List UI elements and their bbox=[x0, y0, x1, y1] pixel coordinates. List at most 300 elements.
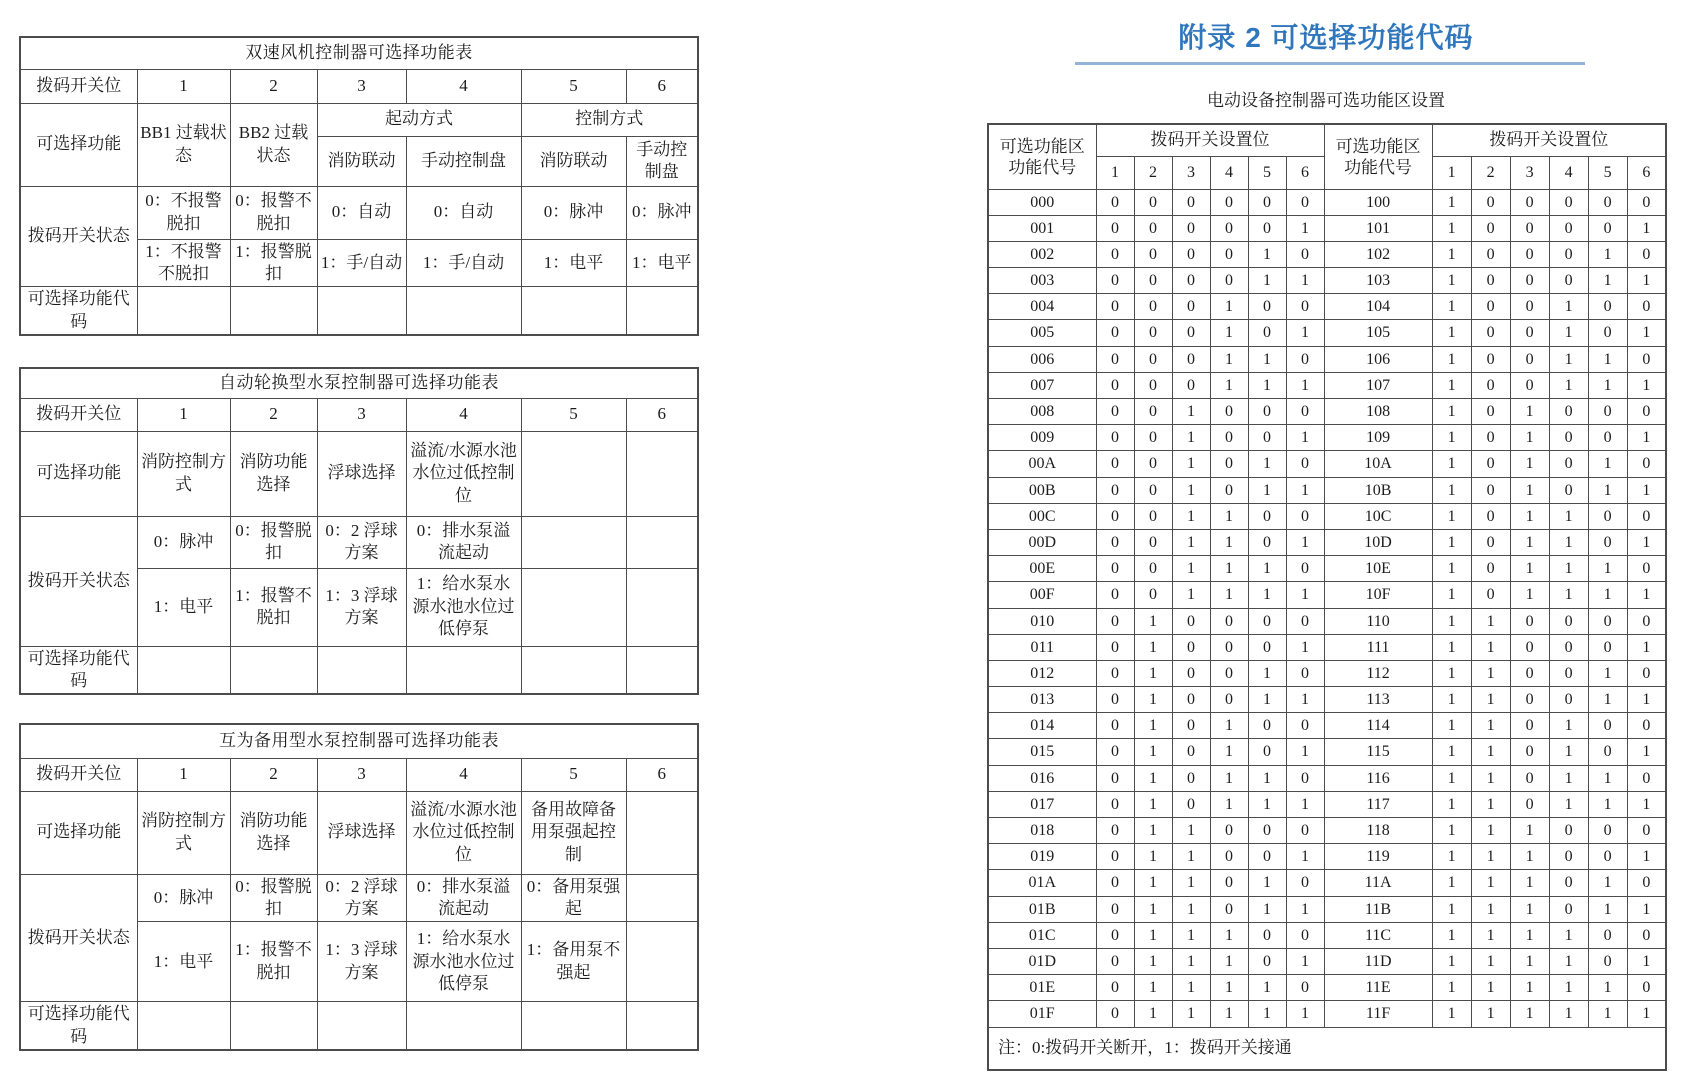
bit-cell: 1 bbox=[1588, 791, 1627, 817]
bit-cell: 1 bbox=[1432, 713, 1471, 739]
bit-cell: 1 bbox=[1549, 556, 1588, 582]
bit-cell: 1 bbox=[1471, 739, 1510, 765]
bit-cell: 1 bbox=[1549, 1001, 1588, 1027]
bit-cell: 1 bbox=[1549, 294, 1588, 320]
bit-cell: 0 bbox=[1248, 922, 1286, 948]
switch-position: 2 bbox=[230, 398, 317, 431]
bit-cell: 0 bbox=[1248, 713, 1286, 739]
bit-cell: 1 bbox=[1588, 687, 1627, 713]
function-header: 消防控制方式 bbox=[137, 431, 230, 516]
bit-cell: 0 bbox=[1134, 294, 1172, 320]
code-cell: 117 bbox=[1324, 791, 1432, 817]
code-cell: 111 bbox=[1324, 634, 1432, 660]
bit-cell: 0 bbox=[1096, 320, 1134, 346]
bit-cell: 0 bbox=[1471, 189, 1510, 215]
state-cell: 0：2 浮球方案 bbox=[317, 874, 406, 922]
bit-cell: 1 bbox=[1286, 529, 1324, 555]
table-row bbox=[988, 818, 1666, 844]
bit-cell: 1 bbox=[1210, 529, 1248, 555]
bit-cell: 1 bbox=[1627, 477, 1666, 503]
row-label: 拨码开关状态 bbox=[20, 874, 137, 1002]
bit-cell: 0 bbox=[1172, 687, 1210, 713]
fan-controller-function-table bbox=[19, 36, 699, 336]
bit-cell: 1 bbox=[1627, 844, 1666, 870]
bit-cell: 0 bbox=[1627, 660, 1666, 686]
bit-position-header: 2 bbox=[1134, 156, 1172, 189]
bit-cell: 0 bbox=[1471, 503, 1510, 529]
bit-cell: 1 bbox=[1286, 215, 1324, 241]
bit-cell: 1 bbox=[1432, 189, 1471, 215]
bit-cell: 1 bbox=[1134, 713, 1172, 739]
bit-cell: 1 bbox=[1134, 975, 1172, 1001]
code-cell: 00D bbox=[988, 529, 1096, 555]
code-cell: 011 bbox=[988, 634, 1096, 660]
bit-cell: 1 bbox=[1627, 634, 1666, 660]
appendix-table-body bbox=[988, 189, 1666, 1027]
bit-cell: 0 bbox=[1286, 399, 1324, 425]
code-cell: 003 bbox=[988, 268, 1096, 294]
table-title: 双速风机控制器可选择功能表 bbox=[20, 37, 698, 69]
bit-cell: 1 bbox=[1432, 660, 1471, 686]
bit-cell: 1 bbox=[1588, 346, 1627, 372]
bit-cell: 0 bbox=[1172, 634, 1210, 660]
bit-cell: 1 bbox=[1549, 346, 1588, 372]
bit-cell: 0 bbox=[1134, 451, 1172, 477]
bit-cell: 1 bbox=[1432, 975, 1471, 1001]
bit-cell: 0 bbox=[1588, 425, 1627, 451]
bit-cell: 1 bbox=[1172, 425, 1210, 451]
bit-cell: 0 bbox=[1134, 372, 1172, 398]
bit-cell: 0 bbox=[1096, 399, 1134, 425]
table-row bbox=[20, 1002, 698, 1050]
bit-cell: 0 bbox=[1096, 765, 1134, 791]
bit-cell: 1 bbox=[1248, 477, 1286, 503]
bit-cell: 1 bbox=[1286, 739, 1324, 765]
code-cell: 100 bbox=[1324, 189, 1432, 215]
bit-cell: 0 bbox=[1096, 975, 1134, 1001]
bit-cell: 0 bbox=[1627, 870, 1666, 896]
bit-cell: 0 bbox=[1096, 189, 1134, 215]
state-cell: 1：电平 bbox=[521, 239, 626, 287]
bit-cell: 0 bbox=[1248, 818, 1286, 844]
bit-cell: 1 bbox=[1588, 451, 1627, 477]
bit-cell: 1 bbox=[1627, 739, 1666, 765]
table-row bbox=[20, 69, 698, 103]
bit-cell: 1 bbox=[1432, 948, 1471, 974]
bit-cell: 1 bbox=[1134, 870, 1172, 896]
bit-cell: 0 bbox=[1627, 608, 1666, 634]
bit-cell: 0 bbox=[1096, 870, 1134, 896]
bit-cell: 0 bbox=[1210, 268, 1248, 294]
bit-cell: 1 bbox=[1432, 451, 1471, 477]
code-cell: 01E bbox=[988, 975, 1096, 1001]
bit-cell: 0 bbox=[1248, 608, 1286, 634]
code-cell: 00C bbox=[988, 503, 1096, 529]
state-cell bbox=[626, 516, 698, 568]
bit-cell: 1 bbox=[1510, 1001, 1549, 1027]
bit-cell: 0 bbox=[1549, 189, 1588, 215]
bit-cell: 0 bbox=[1210, 241, 1248, 267]
bit-cell: 1 bbox=[1432, 818, 1471, 844]
bit-cell: 0 bbox=[1172, 739, 1210, 765]
code-cell: 013 bbox=[988, 687, 1096, 713]
switch-position: 4 bbox=[406, 398, 521, 431]
bit-cell: 0 bbox=[1096, 660, 1134, 686]
bit-cell: 1 bbox=[1588, 268, 1627, 294]
switch-position: 3 bbox=[317, 69, 406, 103]
bit-cell: 1 bbox=[1432, 268, 1471, 294]
bit-cell: 0 bbox=[1627, 765, 1666, 791]
bit-cell: 1 bbox=[1248, 346, 1286, 372]
bit-cell: 1 bbox=[1248, 556, 1286, 582]
bit-cell: 0 bbox=[1210, 425, 1248, 451]
bit-cell: 1 bbox=[1210, 765, 1248, 791]
switch-position: 3 bbox=[317, 398, 406, 431]
table-row bbox=[988, 608, 1666, 634]
empty-cell bbox=[626, 646, 698, 694]
state-cell: 0：脉冲 bbox=[137, 874, 230, 922]
bit-cell: 0 bbox=[1588, 608, 1627, 634]
code-cell: 001 bbox=[988, 215, 1096, 241]
bit-cell: 1 bbox=[1210, 975, 1248, 1001]
code-cell: 110 bbox=[1324, 608, 1432, 634]
bit-cell: 0 bbox=[1627, 451, 1666, 477]
code-cell: 11C bbox=[1324, 922, 1432, 948]
table-row bbox=[20, 287, 698, 335]
bit-cell: 1 bbox=[1432, 320, 1471, 346]
bit-cell: 0 bbox=[1286, 713, 1324, 739]
bit-cell: 1 bbox=[1286, 372, 1324, 398]
bit-cell: 1 bbox=[1588, 372, 1627, 398]
state-cell: 1：电平 bbox=[137, 922, 230, 1002]
table-row bbox=[988, 529, 1666, 555]
code-cell: 00E bbox=[988, 556, 1096, 582]
table-row bbox=[988, 399, 1666, 425]
bit-cell: 0 bbox=[1210, 215, 1248, 241]
bit-cell: 0 bbox=[1471, 451, 1510, 477]
code-cell: 016 bbox=[988, 765, 1096, 791]
bit-cell: 0 bbox=[1172, 241, 1210, 267]
code-cell: 017 bbox=[988, 791, 1096, 817]
bit-cell: 1 bbox=[1588, 477, 1627, 503]
bit-cell: 0 bbox=[1172, 372, 1210, 398]
bit-cell: 0 bbox=[1286, 870, 1324, 896]
bit-cell: 0 bbox=[1286, 294, 1324, 320]
bit-cell: 0 bbox=[1172, 791, 1210, 817]
empty-cell bbox=[626, 1002, 698, 1050]
bit-cell: 1 bbox=[1549, 529, 1588, 555]
bit-cell: 0 bbox=[1210, 660, 1248, 686]
bit-cell: 0 bbox=[1134, 241, 1172, 267]
bit-cell: 0 bbox=[1471, 294, 1510, 320]
bit-cell: 1 bbox=[1471, 922, 1510, 948]
code-cell: 10F bbox=[1324, 582, 1432, 608]
bit-cell: 0 bbox=[1510, 372, 1549, 398]
bit-cell: 0 bbox=[1471, 477, 1510, 503]
bit-cell: 1 bbox=[1510, 844, 1549, 870]
bit-cell: 0 bbox=[1588, 844, 1627, 870]
code-column-header: 可选功能区功能代号 bbox=[988, 124, 1096, 189]
bit-cell: 1 bbox=[1248, 372, 1286, 398]
bit-cell: 1 bbox=[1510, 818, 1549, 844]
bit-cell: 1 bbox=[1210, 713, 1248, 739]
bit-cell: 1 bbox=[1549, 320, 1588, 346]
bit-cell: 1 bbox=[1471, 818, 1510, 844]
state-cell bbox=[521, 516, 626, 568]
bit-cell: 1 bbox=[1248, 896, 1286, 922]
bit-cell: 0 bbox=[1627, 503, 1666, 529]
bit-position-header: 5 bbox=[1248, 156, 1286, 189]
bit-cell: 1 bbox=[1172, 896, 1210, 922]
bit-cell: 1 bbox=[1627, 948, 1666, 974]
bit-cell: 1 bbox=[1471, 870, 1510, 896]
bit-position-header: 2 bbox=[1471, 156, 1510, 189]
table-row bbox=[988, 634, 1666, 660]
table-row bbox=[988, 189, 1666, 215]
bit-cell: 0 bbox=[1096, 215, 1134, 241]
appendix-table-caption: 电动设备控制器可选功能区设置 bbox=[1207, 91, 1445, 110]
bit-cell: 0 bbox=[1096, 634, 1134, 660]
bit-cell: 0 bbox=[1210, 818, 1248, 844]
bit-cell: 0 bbox=[1096, 268, 1134, 294]
bit-cell: 1 bbox=[1627, 582, 1666, 608]
table-row bbox=[20, 37, 698, 69]
code-cell: 119 bbox=[1324, 844, 1432, 870]
sub-header: 消防联动 bbox=[521, 136, 626, 186]
switch-position: 5 bbox=[521, 69, 626, 103]
bit-cell: 1 bbox=[1286, 844, 1324, 870]
code-cell: 101 bbox=[1324, 215, 1432, 241]
bit-cell: 1 bbox=[1432, 346, 1471, 372]
bit-cell: 1 bbox=[1510, 399, 1549, 425]
code-cell: 010 bbox=[988, 608, 1096, 634]
table-row bbox=[20, 516, 698, 568]
bit-cell: 0 bbox=[1286, 451, 1324, 477]
bit-cell: 0 bbox=[1588, 399, 1627, 425]
switch-position: 6 bbox=[626, 758, 698, 791]
bit-cell: 0 bbox=[1134, 582, 1172, 608]
bit-position-header: 4 bbox=[1210, 156, 1248, 189]
bit-cell: 1 bbox=[1248, 451, 1286, 477]
bit-cell: 0 bbox=[1510, 268, 1549, 294]
bit-cell: 0 bbox=[1134, 346, 1172, 372]
code-cell: 008 bbox=[988, 399, 1096, 425]
bit-cell: 0 bbox=[1096, 294, 1134, 320]
bit-cell: 0 bbox=[1588, 189, 1627, 215]
bit-cell: 1 bbox=[1510, 425, 1549, 451]
bit-cell: 1 bbox=[1210, 294, 1248, 320]
bit-cell: 1 bbox=[1432, 1001, 1471, 1027]
appendix-heading: 附录 2 可选择功能代码 bbox=[1178, 22, 1474, 53]
bit-cell: 1 bbox=[1432, 241, 1471, 267]
table-row bbox=[988, 425, 1666, 451]
row-label: 可选择功能代码 bbox=[20, 287, 137, 335]
bit-cell: 1 bbox=[1286, 687, 1324, 713]
bit-cell: 1 bbox=[1134, 687, 1172, 713]
bit-cell: 0 bbox=[1471, 529, 1510, 555]
bit-cell: 1 bbox=[1248, 687, 1286, 713]
row-label: 可选择功能 bbox=[20, 431, 137, 516]
bit-cell: 0 bbox=[1627, 399, 1666, 425]
bit-cell: 1 bbox=[1510, 503, 1549, 529]
bit-cell: 0 bbox=[1096, 687, 1134, 713]
bit-cell: 0 bbox=[1549, 477, 1588, 503]
table-row bbox=[988, 791, 1666, 817]
empty-cell bbox=[317, 1002, 406, 1050]
bit-cell: 1 bbox=[1471, 1001, 1510, 1027]
bit-cell: 0 bbox=[1210, 870, 1248, 896]
bit-cell: 0 bbox=[1134, 529, 1172, 555]
state-cell: 1：3 浮球方案 bbox=[317, 922, 406, 1002]
bit-cell: 1 bbox=[1286, 896, 1324, 922]
bit-cell: 1 bbox=[1134, 922, 1172, 948]
bit-cell: 0 bbox=[1588, 818, 1627, 844]
bit-cell: 0 bbox=[1210, 477, 1248, 503]
empty-cell bbox=[137, 646, 230, 694]
code-cell: 019 bbox=[988, 844, 1096, 870]
bit-cell: 0 bbox=[1588, 634, 1627, 660]
bit-cell: 1 bbox=[1588, 241, 1627, 267]
bit-cell: 1 bbox=[1510, 529, 1549, 555]
bit-cell: 0 bbox=[1471, 241, 1510, 267]
bit-cell: 1 bbox=[1210, 372, 1248, 398]
switch-position: 6 bbox=[626, 398, 698, 431]
bit-cell: 1 bbox=[1549, 372, 1588, 398]
bit-cell: 0 bbox=[1471, 425, 1510, 451]
bit-cell: 0 bbox=[1627, 241, 1666, 267]
mutual-backup-pump-function-table bbox=[19, 723, 699, 1051]
row-label: 可选择功能 bbox=[20, 791, 137, 874]
bit-cell: 0 bbox=[1286, 503, 1324, 529]
table-row bbox=[988, 687, 1666, 713]
bit-cell: 0 bbox=[1134, 189, 1172, 215]
table-row bbox=[988, 294, 1666, 320]
bit-cell: 1 bbox=[1210, 922, 1248, 948]
code-cell: 004 bbox=[988, 294, 1096, 320]
bit-cell: 0 bbox=[1549, 896, 1588, 922]
bit-cell: 1 bbox=[1627, 372, 1666, 398]
bit-cell: 1 bbox=[1471, 844, 1510, 870]
table-row bbox=[988, 556, 1666, 582]
state-cell bbox=[626, 568, 698, 646]
bit-cell: 1 bbox=[1172, 503, 1210, 529]
bit-cell: 0 bbox=[1248, 425, 1286, 451]
table-row bbox=[988, 948, 1666, 974]
bit-cell: 0 bbox=[1549, 818, 1588, 844]
empty-cell bbox=[230, 1002, 317, 1050]
bit-cell: 0 bbox=[1134, 556, 1172, 582]
code-cell: 01B bbox=[988, 896, 1096, 922]
bit-cell: 0 bbox=[1471, 215, 1510, 241]
state-cell: 0：脉冲 bbox=[137, 516, 230, 568]
code-cell: 11A bbox=[1324, 870, 1432, 896]
table-row bbox=[988, 660, 1666, 686]
bit-cell: 0 bbox=[1549, 687, 1588, 713]
function-header bbox=[521, 431, 626, 516]
bit-cell: 1 bbox=[1432, 477, 1471, 503]
function-header: 消防控制方式 bbox=[137, 791, 230, 874]
bit-cell: 0 bbox=[1549, 870, 1588, 896]
bit-cell: 1 bbox=[1432, 765, 1471, 791]
row-label: 拨码开关状态 bbox=[20, 516, 137, 646]
bit-cell: 1 bbox=[1248, 660, 1286, 686]
bit-cell: 0 bbox=[1248, 399, 1286, 425]
bit-cell: 1 bbox=[1627, 529, 1666, 555]
bit-cell: 1 bbox=[1432, 634, 1471, 660]
state-cell: 0：备用泵强起 bbox=[521, 874, 626, 922]
code-cell: 109 bbox=[1324, 425, 1432, 451]
bit-cell: 1 bbox=[1627, 791, 1666, 817]
bit-cell: 0 bbox=[1510, 660, 1549, 686]
bit-cell: 0 bbox=[1096, 896, 1134, 922]
state-cell: 1：手/自动 bbox=[406, 239, 521, 287]
function-header: 消防功能选择 bbox=[230, 431, 317, 516]
bit-cell: 0 bbox=[1627, 975, 1666, 1001]
bit-cell: 0 bbox=[1510, 241, 1549, 267]
bit-cell: 0 bbox=[1248, 529, 1286, 555]
state-cell: 1：报警不脱扣 bbox=[230, 568, 317, 646]
bit-cell: 0 bbox=[1210, 896, 1248, 922]
code-cell: 006 bbox=[988, 346, 1096, 372]
bit-cell: 1 bbox=[1210, 503, 1248, 529]
bit-cell: 0 bbox=[1549, 451, 1588, 477]
function-code-table bbox=[987, 123, 1667, 1071]
bit-cell: 1 bbox=[1432, 896, 1471, 922]
code-cell: 01A bbox=[988, 870, 1096, 896]
code-cell: 01F bbox=[988, 1001, 1096, 1027]
bit-cell: 0 bbox=[1172, 268, 1210, 294]
bit-cell: 0 bbox=[1286, 765, 1324, 791]
bit-cell: 0 bbox=[1549, 268, 1588, 294]
code-cell: 00F bbox=[988, 582, 1096, 608]
table-row bbox=[988, 215, 1666, 241]
table-row bbox=[20, 646, 698, 694]
code-cell: 115 bbox=[1324, 739, 1432, 765]
bit-cell: 0 bbox=[1549, 660, 1588, 686]
state-cell: 1：给水泵水源水池水位过低停泵 bbox=[406, 922, 521, 1002]
bits-group-header: 拨码开关设置位 bbox=[1096, 124, 1324, 156]
row-label: 可选择功能代码 bbox=[20, 1002, 137, 1050]
code-cell: 00A bbox=[988, 451, 1096, 477]
bit-cell: 1 bbox=[1432, 608, 1471, 634]
table-row bbox=[988, 765, 1666, 791]
bit-cell: 0 bbox=[1172, 320, 1210, 346]
bit-cell: 1 bbox=[1627, 425, 1666, 451]
table-row bbox=[988, 503, 1666, 529]
bit-cell: 1 bbox=[1432, 425, 1471, 451]
empty-cell bbox=[137, 287, 230, 335]
bit-cell: 1 bbox=[1134, 896, 1172, 922]
state-cell: 1：给水泵水源水池水位过低停泵 bbox=[406, 568, 521, 646]
bit-cell: 1 bbox=[1432, 294, 1471, 320]
bit-cell: 1 bbox=[1510, 922, 1549, 948]
table-row bbox=[20, 874, 698, 922]
bit-cell: 0 bbox=[1096, 582, 1134, 608]
bit-cell: 0 bbox=[1510, 713, 1549, 739]
code-cell: 01D bbox=[988, 948, 1096, 974]
empty-cell bbox=[230, 287, 317, 335]
bit-cell: 1 bbox=[1549, 975, 1588, 1001]
bit-cell: 1 bbox=[1134, 739, 1172, 765]
bit-position-header: 6 bbox=[1627, 156, 1666, 189]
bit-cell: 0 bbox=[1096, 713, 1134, 739]
code-cell: 108 bbox=[1324, 399, 1432, 425]
bit-cell: 0 bbox=[1096, 844, 1134, 870]
bit-cell: 0 bbox=[1510, 739, 1549, 765]
bit-cell: 0 bbox=[1096, 425, 1134, 451]
state-cell: 0：2 浮球方案 bbox=[317, 516, 406, 568]
state-cell: 0：排水泵溢流起动 bbox=[406, 874, 521, 922]
